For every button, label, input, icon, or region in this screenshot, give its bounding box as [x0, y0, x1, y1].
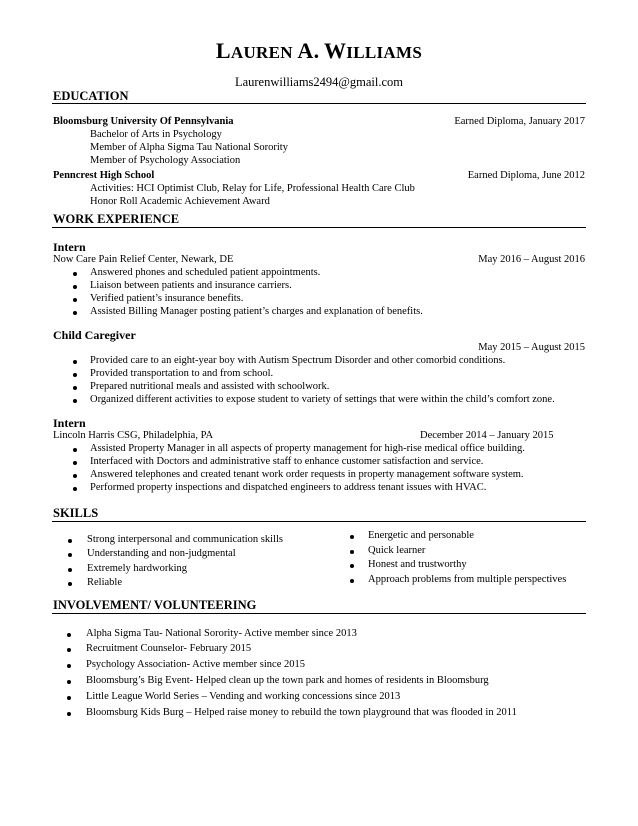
involvement-heading: INVOLVEMENT/ VOLUNTEERING — [53, 598, 257, 612]
involvement-item: Bloomsburg Kids Burg – Helped raise money to rebuild the town playground that was flooded in 2011 — [86, 707, 517, 718]
candidate-name: LAUREN A. WILLIAMS — [215, 38, 423, 63]
bullet-icon — [67, 664, 71, 668]
bullet-icon — [68, 582, 72, 586]
job-bullet: Performed property inspections and dispatched engineers to address tenant issues with HVAC. — [90, 482, 487, 493]
bullet-icon — [73, 272, 77, 276]
bullet-icon — [73, 487, 77, 491]
bullet-icon — [73, 386, 77, 390]
job-bullet: Verified patient’s insurance benefits. — [90, 293, 244, 304]
job-date: May 2015 – August 2015 — [478, 342, 585, 353]
school-detail: Member of Alpha Sigma Tau National Sorority — [90, 142, 288, 153]
bullet-icon — [73, 298, 77, 302]
job-title: Child Caregiver — [53, 328, 136, 342]
job-bullet: Liaison between patients and insurance carriers. — [90, 280, 292, 291]
skill-item: Understanding and non-judgmental — [87, 548, 236, 559]
bullet-icon — [350, 535, 354, 539]
bullet-icon — [67, 633, 71, 637]
job-bullet: Answered phones and scheduled patient appointments. — [90, 267, 321, 278]
school-detail: Activities: HCI Optimist Club, Relay for Life, Professional Health Care Club — [90, 183, 415, 194]
bullet-icon — [350, 550, 354, 554]
skills-divider — [52, 521, 586, 522]
bullet-icon — [73, 360, 77, 364]
job-bullet: Organized different activities to expose student to variety of settings that were within the child’s comfort zone. — [90, 394, 555, 405]
skills-heading: SKILLS — [53, 506, 99, 520]
bullet-icon — [68, 539, 72, 543]
skill-item: Extremely hardworking — [87, 563, 188, 574]
skill-item: Quick learner — [368, 545, 426, 556]
bullet-icon — [73, 448, 77, 452]
job-date: May 2016 – August 2016 — [478, 254, 585, 265]
bullet-icon — [67, 648, 71, 652]
job-bullet: Provided transportation to and from school. — [90, 368, 274, 379]
involvement-divider — [52, 613, 586, 614]
bullet-icon — [73, 399, 77, 403]
skill-item: Reliable — [87, 577, 122, 588]
bullet-icon — [73, 311, 77, 315]
work-divider — [52, 227, 586, 228]
involvement-item: Bloomsburg’s Big Event- Helped clean up the town park and homes of residents in Bloomsburg — [86, 675, 489, 686]
school-detail: Bachelor of Arts in Psychology — [90, 129, 222, 140]
involvement-item: Alpha Sigma Tau- National Sorority- Active member since 2013 — [86, 628, 357, 639]
bullet-icon — [350, 579, 354, 583]
bullet-icon — [73, 474, 77, 478]
school-detail: Member of Psychology Association — [90, 155, 241, 166]
bullet-icon — [68, 568, 72, 572]
school-detail: Honor Roll Academic Achievement Award — [90, 196, 270, 207]
education-heading: EDUCATION — [53, 89, 129, 103]
bullet-icon — [73, 373, 77, 377]
job-bullet: Assisted Property Manager in all aspects of property management for high-rise medical office building. — [90, 443, 525, 454]
school-name: Penncrest High School — [53, 170, 155, 181]
job-employer: Lincoln Harris CSG, Philadelphia, PA — [53, 430, 214, 441]
school-date: Earned Diploma, January 2017 — [454, 116, 585, 127]
involvement-item: Psychology Association- Active member since 2015 — [86, 659, 306, 670]
job-bullet: Prepared nutritional meals and assisted with schoolwork. — [90, 381, 330, 392]
skill-item: Honest and trustworthy — [368, 559, 467, 570]
bullet-icon — [73, 461, 77, 465]
job-date: December 2014 – January 2015 — [420, 430, 554, 441]
job-bullet: Interfaced with Doctors and administrative staff to enhance customer satisfaction and service. — [90, 456, 484, 467]
bullet-icon — [67, 680, 71, 684]
job-bullet: Assisted Billing Manager posting patient’s charges and explanation of benefits. — [90, 306, 423, 317]
job-employer: Now Care Pain Relief Center, Newark, DE — [53, 254, 234, 265]
bullet-icon — [73, 285, 77, 289]
skill-item: Energetic and personable — [368, 530, 474, 541]
involvement-item: Little League World Series – Vending and working concessions since 2013 — [86, 691, 401, 702]
job-bullet: Answered telephones and created tenant work order requests in property management software system. — [90, 469, 524, 480]
involvement-item: Recruitment Counselor- February 2015 — [86, 643, 252, 654]
job-title: Intern — [53, 240, 86, 254]
bullet-icon — [350, 564, 354, 568]
skill-item: Strong interpersonal and communication skills — [87, 534, 283, 545]
email-address: Laurenwilliams2494@gmail.com — [234, 75, 404, 89]
bullet-icon — [68, 553, 72, 557]
education-divider — [52, 103, 586, 104]
work-heading: WORK EXPERIENCE — [53, 212, 180, 226]
job-title: Intern — [53, 416, 86, 430]
bullet-icon — [67, 712, 71, 716]
job-bullet: Provided care to an eight-year boy with Autism Spectrum Disorder and other comorbid conditions. — [90, 355, 506, 366]
bullet-icon — [67, 696, 71, 700]
school-name: Bloomsburg University Of Pennsylvania — [53, 116, 234, 127]
skill-item: Approach problems from multiple perspectives — [368, 574, 567, 585]
school-date: Earned Diploma, June 2012 — [467, 170, 585, 181]
